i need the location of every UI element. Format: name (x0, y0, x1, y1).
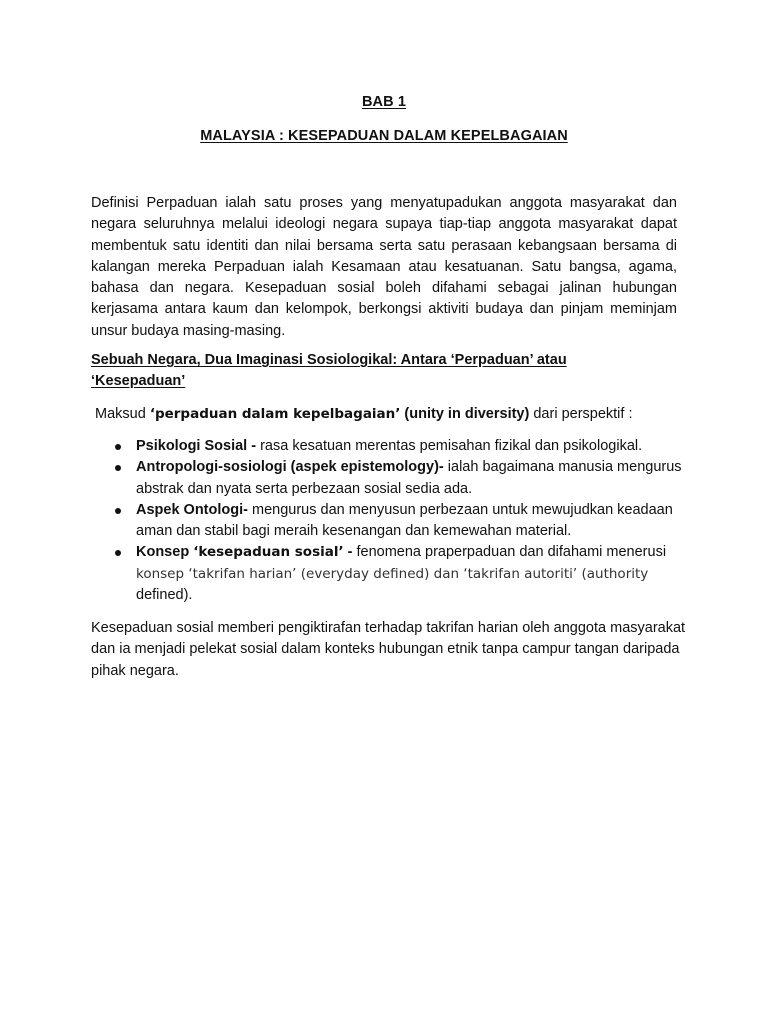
perspective-list (114, 436, 684, 606)
maksud-bold-english: (unity in diversity) (400, 406, 530, 422)
list-item-term: Antropologi-sosiologi (aspek epistemology)- (136, 459, 444, 476)
list-item-text: rasa kesatuan merentas pemisahan fizikal dan psikologikal. (256, 438, 643, 454)
list-item-term-b: ‘kesepaduan sosial’ (193, 544, 344, 561)
closing-paragraph: Kesepaduan sosial memberi pengiktirafan terhadap takrifan harian oleh anggota masyarakat dan ia menjadi pelekat sosial dalam konteks hubungan etnik tanpa campur tangan daripada pihak negara. (91, 620, 686, 679)
maksud-suffix: dari perspektif : (529, 406, 633, 422)
list-item-term: Psikologi Sosial - (136, 438, 257, 454)
bullet-icon (115, 550, 121, 556)
section-subheading: Sebuah Negara, Dua Imaginasi Sosiologikal: Antara ‘Perpaduan’ atau ‘Kesepaduan’ (91, 352, 567, 390)
list-item (114, 457, 684, 500)
list-item (114, 436, 684, 457)
list-item (114, 542, 684, 606)
list-item-text-light: konsep ‘takrifan harian’ (everyday defined) dan ‘takrifan autoriti’ (authority (136, 565, 649, 582)
bullet-icon (115, 508, 121, 514)
maksud-line (95, 404, 695, 425)
document-title (0, 128, 768, 144)
maksud-bold-phrase: ‘perpaduan dalam kepelbagaian’ (149, 406, 401, 422)
chapter-label: BAB 1 (361, 94, 406, 110)
maksud-prefix: Maksud (95, 406, 150, 422)
bullet-icon (115, 444, 121, 450)
list-item (114, 500, 684, 543)
list-item-text: ialah bagaimana manusia mengurus abstrak dan nyata serta perbezaan sosial sedia ada. (136, 459, 682, 497)
list-item-text-end: defined). (136, 587, 193, 604)
chapter-heading (0, 94, 768, 110)
list-item-term: Aspek Ontologi- (136, 501, 248, 518)
list-item-text: mengurus dan menyusun perbezaan untuk mewujudkan keadaan aman dan stabil bagi meraih kesenangan dan kemewahan material. (136, 501, 673, 540)
list-item-term-c: - (343, 544, 353, 561)
list-item-term-a: Konsep (136, 544, 194, 561)
intro-paragraph: Definisi Perpaduan ialah satu proses yang menyatupadukan anggota masyarakat dan negara seluruhnya melalui ideologi negara supaya tiap-tiap anggota masyarakat dapat membentuk satu identiti dan nilai bersama serta satu perasaan kebangsaan bersama di kalangan mereka Perpaduan ialah Kesamaan atau kesatuanan. Satu bangsa, agama, bahasa dan negara. Kesepaduan sosial boleh difahami sebagai jalinan hubungan kerjasama antara kaum dan kelompok, berkongsi aktiviti budaya dan pinjam meminjam unsur budaya masing-masing. (91, 195, 677, 339)
title-text: MALAYSIA : KESEPADUAN DALAM KEPELBAGAIAN (200, 128, 568, 144)
list-item-text: fenomena praperpaduan dan difahami menerusi (352, 544, 667, 561)
bullet-icon (115, 465, 121, 471)
